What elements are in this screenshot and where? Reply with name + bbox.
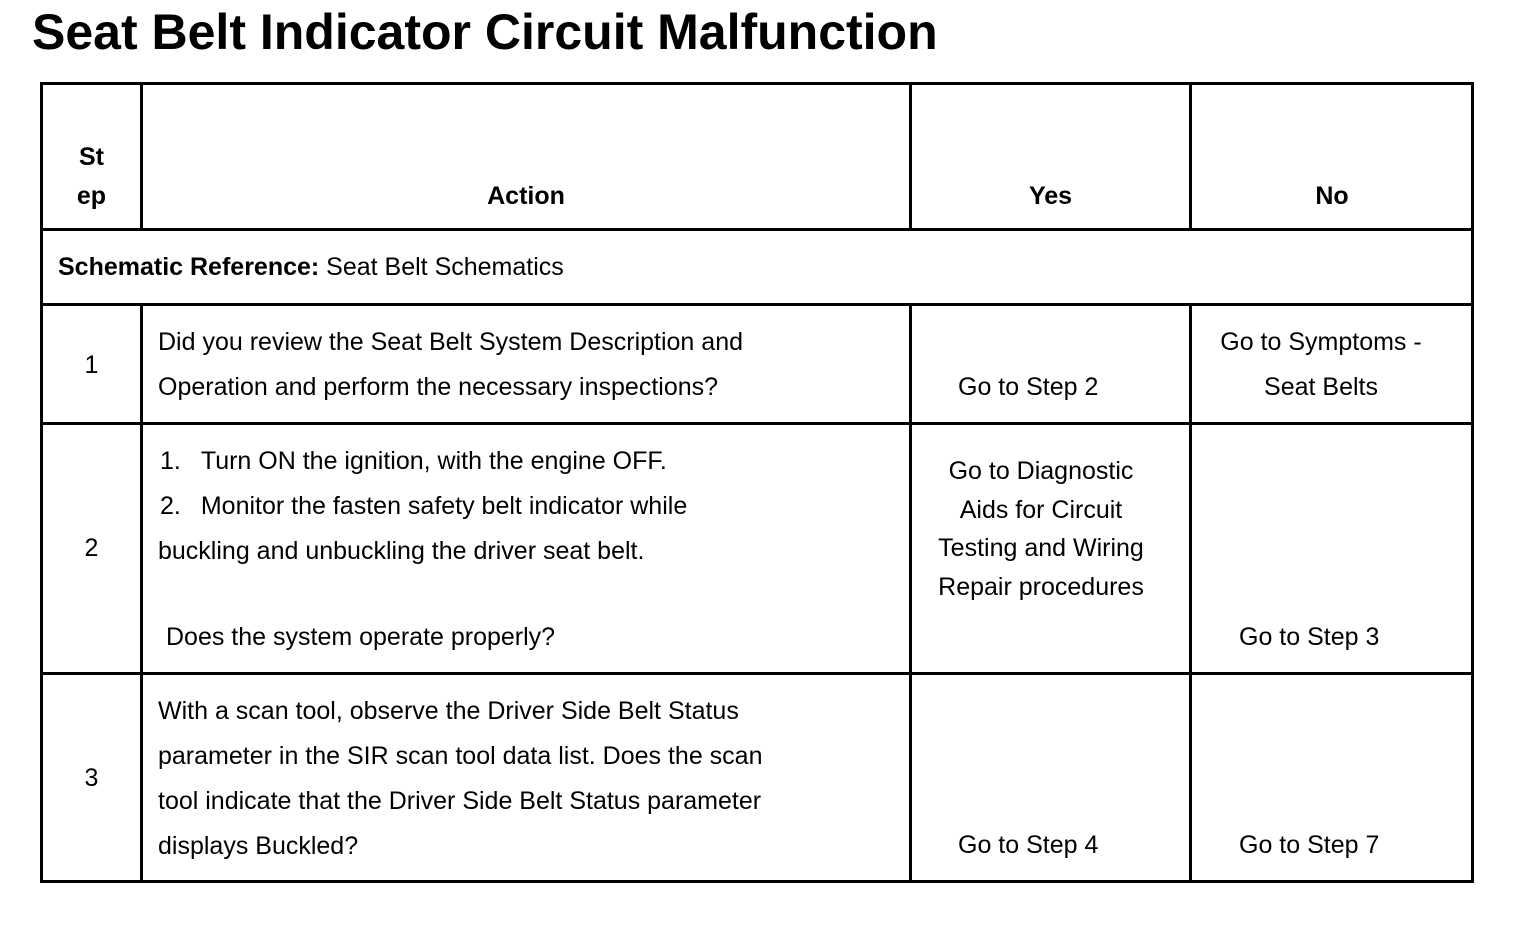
no-link[interactable]: Go to Symptoms - Seat Belts xyxy=(1220,328,1422,401)
schematic-reference-label: Schematic Reference: xyxy=(58,253,320,281)
header-divider xyxy=(40,228,1474,231)
step-action: With a scan tool, observe the Driver Side Belt Status parameter in the SIR scan tool data list. Does the scan tool indicate that the Driver Side Belt Status parameter displays Buckled? xyxy=(158,697,763,860)
page-title: Seat Belt Indicator Circuit Malfunction xyxy=(32,4,938,60)
step-number: 3 xyxy=(84,764,99,792)
step-number: 1 xyxy=(84,351,99,379)
row1-divider xyxy=(40,422,1474,425)
schematic-reference xyxy=(58,245,564,290)
no-link[interactable]: Go to Step 7 xyxy=(1239,831,1380,859)
header-yes: Yes xyxy=(1028,182,1073,210)
schematic-divider xyxy=(40,303,1474,306)
header-no: No xyxy=(1315,182,1349,210)
list-item: 1. Turn ON the ignition, with the engine OFF. xyxy=(160,447,667,475)
step-action: 1. Turn ON the ignition, with the engine OFF. 2. Monitor the fasten safety belt indicator while buckling and unbuckling the driver seat belt. xyxy=(160,439,687,574)
yes-link[interactable]: Go to Step 2 xyxy=(958,373,1099,401)
col-divider-step-body xyxy=(140,303,143,883)
no-link[interactable]: Go to Step 3 xyxy=(1239,623,1380,651)
schematic-reference-value: Seat Belt Schematics xyxy=(319,253,564,281)
step-action: Did you review the Seat Belt System Description and Operation and perform the necessary inspections? xyxy=(158,328,743,401)
yes-link[interactable]: Go to Step 4 xyxy=(958,831,1099,859)
step-question: Does the system operate properly? xyxy=(166,623,556,651)
step-number: 2 xyxy=(84,534,99,562)
list-item: 2. Monitor the fasten safety belt indicator while xyxy=(160,492,688,520)
row2-divider xyxy=(40,672,1474,675)
header-action: Action xyxy=(487,182,565,210)
header-step: St ep xyxy=(76,143,107,210)
yes-link[interactable]: Go to Diagnostic Aids for Circuit Testing and Wiring Repair procedures xyxy=(938,457,1144,601)
